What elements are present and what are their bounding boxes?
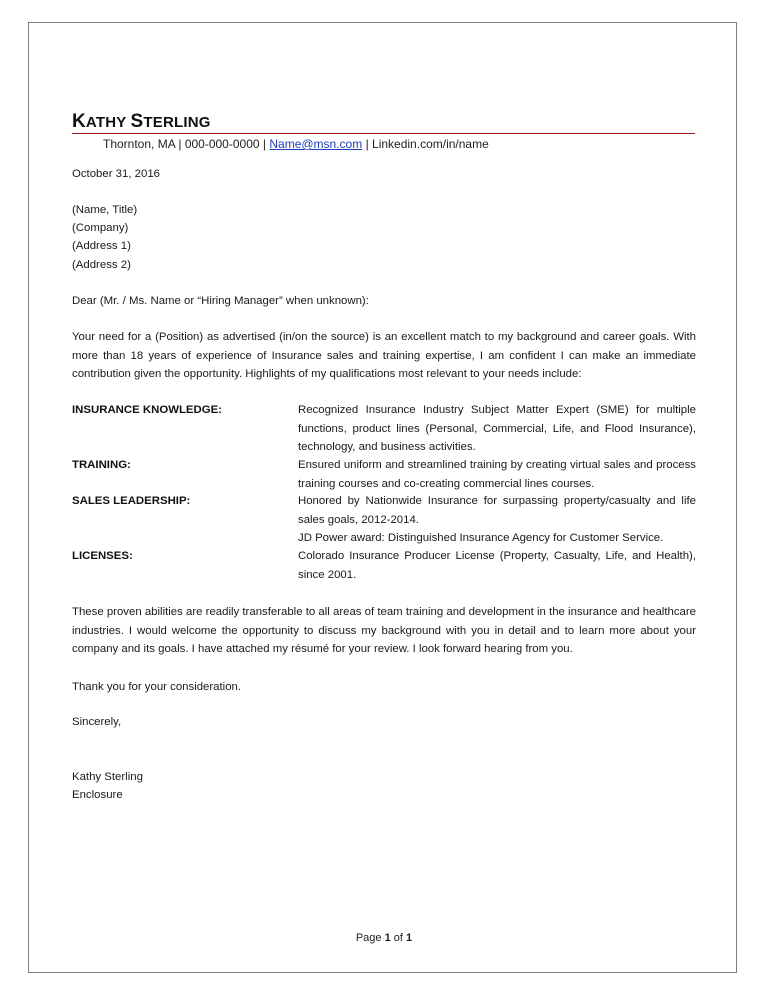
qualification-desc-extra: JD Power award: Distinguished Insurance Agency for Customer Service. bbox=[298, 532, 664, 544]
recipient-name-title: (Name, Title) bbox=[72, 204, 138, 216]
recipient-address-2: (Address 2) bbox=[72, 259, 131, 271]
linkedin-text: | Linkedin.com/in/name bbox=[365, 137, 489, 151]
name-first-initial: K bbox=[72, 111, 86, 132]
page-footer bbox=[0, 932, 768, 944]
closing-paragraph: These proven abilities are readily transferable to all areas of team training and development in the insurance and healthcare industries. I would welcome the opportunity to discuss my background with you in detail and to learn more about your company and its goals. I have attached my résumé for your review. I look forward hearing from you. bbox=[72, 606, 696, 655]
email-link[interactable]: Name@msn.com bbox=[269, 137, 363, 151]
location-phone: Thornton, MA | 000-000-0000 | bbox=[103, 137, 267, 151]
intro-paragraph: Your need for a (Position) as advertised (in/on the source) is an excellent match to my background and career goals. With more than 18 years of experience of Insurance sales and training expertise, I am confident I can make an immediate contribution given the opportunity. Highlights of my qualifications most relevant to your needs include: bbox=[72, 331, 696, 380]
header-rule bbox=[72, 133, 695, 134]
qualification-label: LICENSES: bbox=[72, 550, 133, 562]
qualification-label: TRAINING: bbox=[72, 459, 131, 471]
signoff: Sincerely, bbox=[72, 716, 122, 728]
recipient-address-1: (Address 1) bbox=[72, 240, 131, 252]
footer-page-total: 1 bbox=[406, 932, 413, 944]
qualification-desc: Honored by Nationwide Insurance for surpassing property/casualty and life sales goals, 2012-2014. bbox=[298, 495, 696, 526]
name-last-initial: S bbox=[130, 111, 144, 132]
applicant-name bbox=[72, 111, 211, 133]
qualification-label: SALES LEADERSHIP: bbox=[72, 495, 191, 507]
qualification-label: INSURANCE KNOWLEDGE: bbox=[72, 404, 222, 416]
contact-line bbox=[103, 137, 489, 151]
enclosure-note: Enclosure bbox=[72, 789, 123, 801]
footer-page-number: 1 bbox=[384, 932, 391, 944]
qualification-desc: Recognized Insurance Industry Subject Matter Expert (SME) for multiple functions, product lines (Personal, Commercial, Life, and Flood Insurance), technology, and business activities. bbox=[298, 404, 696, 453]
qualification-desc: Ensured uniform and streamlined training by creating virtual sales and process training courses and co-creating commercial lines courses. bbox=[298, 459, 696, 490]
letter-date: October 31, 2016 bbox=[72, 168, 161, 180]
footer-of-label: of bbox=[393, 932, 403, 944]
name-last-rest: TERLING bbox=[143, 114, 211, 131]
footer-page-label: Page bbox=[355, 932, 382, 944]
name-first-rest: ATHY bbox=[85, 114, 127, 131]
thanks-line: Thank you for your consideration. bbox=[72, 681, 242, 693]
recipient-company: (Company) bbox=[72, 222, 129, 234]
salutation: Dear (Mr. / Ms. Name or “Hiring Manager” when unknown): bbox=[72, 295, 369, 307]
qualification-desc: Colorado Insurance Producer License (Property, Casualty, Life, and Health), since 2001. bbox=[298, 550, 696, 581]
signature-name: Kathy Sterling bbox=[72, 771, 143, 783]
